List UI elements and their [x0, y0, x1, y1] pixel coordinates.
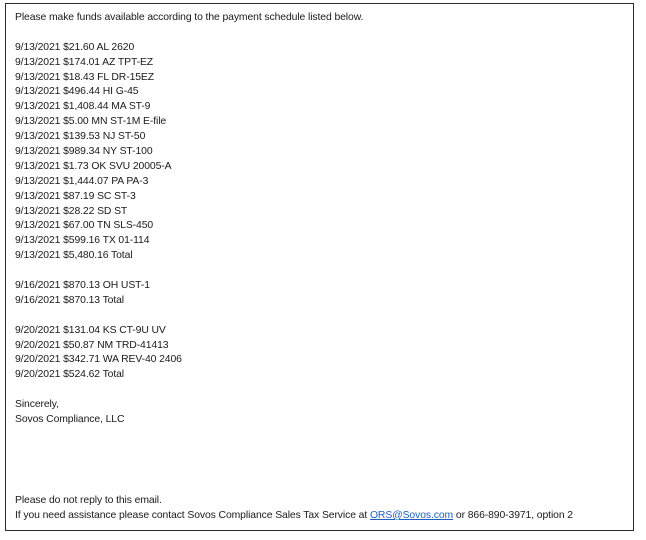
- payment-line: 9/20/2021 $50.87 NM TRD-41413: [15, 339, 169, 351]
- email-footer: [15, 493, 627, 523]
- payment-line: 9/13/2021 $18.43 FL DR-15EZ: [15, 71, 155, 83]
- payment-total-line: 9/16/2021 $870.13 Total: [15, 294, 125, 306]
- payment-line: 9/13/2021 $21.60 AL 2620: [15, 41, 135, 53]
- payment-total-line: 9/13/2021 $5,480.16 Total: [15, 250, 133, 262]
- email-content: [15, 11, 627, 428]
- payment-line: 9/20/2021 $342.71 WA REV-40 2406: [15, 354, 182, 366]
- payment-line: 9/13/2021 $496.44 HI G-45: [15, 86, 139, 98]
- no-reply-notice: Please do not reply to this email.: [15, 495, 162, 506]
- assistance-prefix: If you need assistance please contact Sovos Compliance Sales Tax Service at: [15, 509, 370, 521]
- payment-group-1: [15, 41, 627, 264]
- payment-line: 9/13/2021 $599.16 TX 01-114: [15, 235, 150, 247]
- payment-line: 9/13/2021 $67.00 TN SLS-450: [15, 220, 154, 232]
- spacer: [15, 309, 627, 324]
- payment-line: 9/13/2021 $139.53 NJ ST-50: [15, 131, 146, 143]
- intro-text: Please make funds available according to the payment schedule listed below.: [15, 12, 364, 23]
- payment-line: 9/13/2021 $87.19 SC ST-3: [15, 190, 136, 202]
- payment-line: 9/16/2021 $870.13 OH UST-1: [15, 280, 150, 292]
- assistance-suffix: or 866-890-3971, option 2: [453, 509, 573, 521]
- payment-line: 9/13/2021 $1,408.44 MA ST-9: [15, 101, 151, 113]
- email-body-frame: [5, 3, 634, 531]
- signature-text: Sovos Compliance, LLC: [15, 414, 125, 426]
- assistance-line: [15, 508, 627, 523]
- payment-line: 9/13/2021 $28.22 SD ST: [15, 205, 128, 217]
- payment-line: 9/13/2021 $174.01 AZ TPT-EZ: [15, 56, 154, 68]
- payment-total-line: 9/20/2021 $524.62 Total: [15, 369, 125, 381]
- closing-text: Sincerely,: [15, 399, 59, 411]
- payment-line: 9/13/2021 $989.34 NY ST-100: [15, 146, 153, 158]
- spacer: [15, 264, 627, 279]
- spacer: [15, 383, 627, 398]
- support-email-link[interactable]: ORS@Sovos.com: [369, 509, 454, 521]
- payment-group-3: [15, 324, 627, 384]
- payment-line: 9/20/2021 $131.04 KS CT-9U UV: [15, 324, 166, 336]
- payment-group-2: [15, 279, 627, 309]
- payment-line: 9/13/2021 $1,444.07 PA PA-3: [15, 175, 149, 187]
- payment-line: 9/13/2021 $5.00 MN ST-1M E-file: [15, 116, 167, 128]
- spacer: [15, 26, 627, 41]
- payment-line: 9/13/2021 $1.73 OK SVU 20005-A: [15, 160, 172, 172]
